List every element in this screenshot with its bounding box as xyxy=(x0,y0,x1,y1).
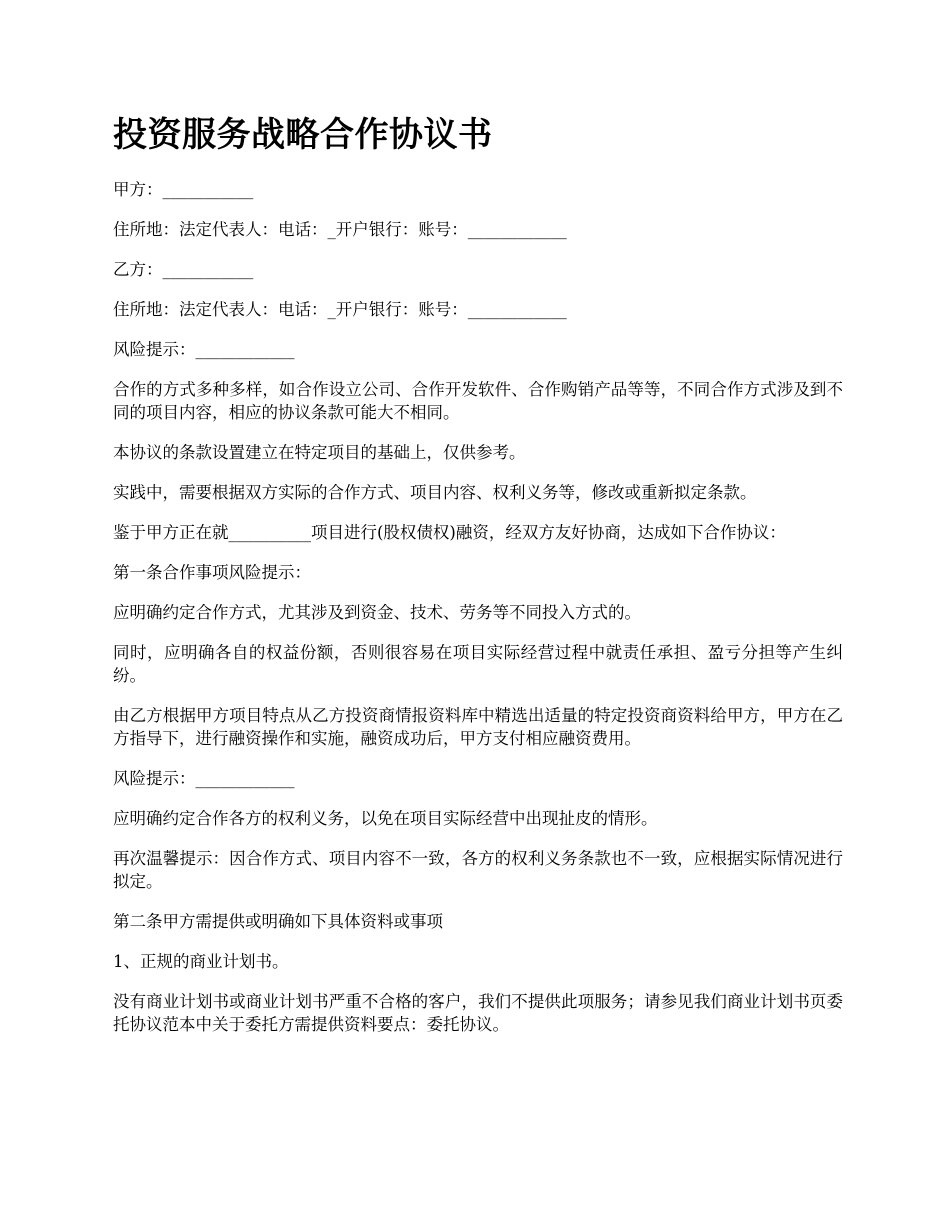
article-2-heading: 第二条甲方需提供或明确如下具体资料或事项 xyxy=(113,912,443,931)
document-body xyxy=(113,178,843,1053)
party-a-details: 住所地：法定代表人：电话：_开户银行：账号：____________ xyxy=(113,220,567,239)
paragraph-whereas: 鉴于甲方正在就__________项目进行(股权债权)融资，经双方友好协商，达成如下合作协议： xyxy=(113,523,786,542)
paragraph-clarify-shares: 同时，应明确各自的权益份额，否则很容易在项目实际经营过程中就责任承担、盈亏分担等产生纠纷。 xyxy=(113,643,843,685)
item-1-business-plan: 1、正规的商业计划书。 xyxy=(113,952,289,971)
paragraph-reference-only: 本协议的条款设置建立在特定项目的基础上，仅供参考。 xyxy=(113,443,526,462)
document-title: 投资服务战略合作协议书 xyxy=(113,115,493,155)
risk-notice-2: 风险提示：____________ xyxy=(113,769,295,788)
risk-notice-1: 风险提示：____________ xyxy=(113,340,295,359)
paragraph-cooperation-methods: 合作的方式多种多样，如合作设立公司、合作开发软件、合作购销产品等等，不同合作方式涉及到不同的项目内容，相应的协议条款可能大不相同。 xyxy=(113,380,843,422)
article-1-heading: 第一条合作事项风险提示： xyxy=(113,563,311,582)
party-a-line: 甲方：___________ xyxy=(113,180,254,199)
paragraph-clarify-method: 应明确约定合作方式，尤其涉及到资金、技术、劳务等不同投入方式的。 xyxy=(113,603,641,622)
paragraph-practice: 实践中，需要根据双方实际的合作方式、项目内容、权利义务等，修改或重新拟定条款。 xyxy=(113,483,757,502)
paragraph-business-plan-note: 没有商业计划书或商业计划书严重不合格的客户，我们不提供此项服务；请参见我们商业计划书页委托协议范本中关于委托方需提供资料要点：委托协议。 xyxy=(113,992,843,1034)
paragraph-reminder: 再次温馨提示：因合作方式、项目内容不一致，各方的权利义务条款也不一致，应根据实际情况进行拟定。 xyxy=(113,849,843,891)
party-b-details: 住所地：法定代表人：电话：_开户银行：账号：____________ xyxy=(113,300,567,319)
paragraph-rights-obligations: 应明确约定合作各方的权利义务，以免在项目实际经营中出现扯皮的情形。 xyxy=(113,809,658,828)
paragraph-party-b-service: 由乙方根据甲方项目特点从乙方投资商情报资料库中精选出适量的特定投资商资料给甲方，甲方在乙方指导下，进行融资操作和实施，融资成功后，甲方支付相应融资费用。 xyxy=(113,706,843,748)
party-b-line: 乙方：___________ xyxy=(113,260,254,279)
